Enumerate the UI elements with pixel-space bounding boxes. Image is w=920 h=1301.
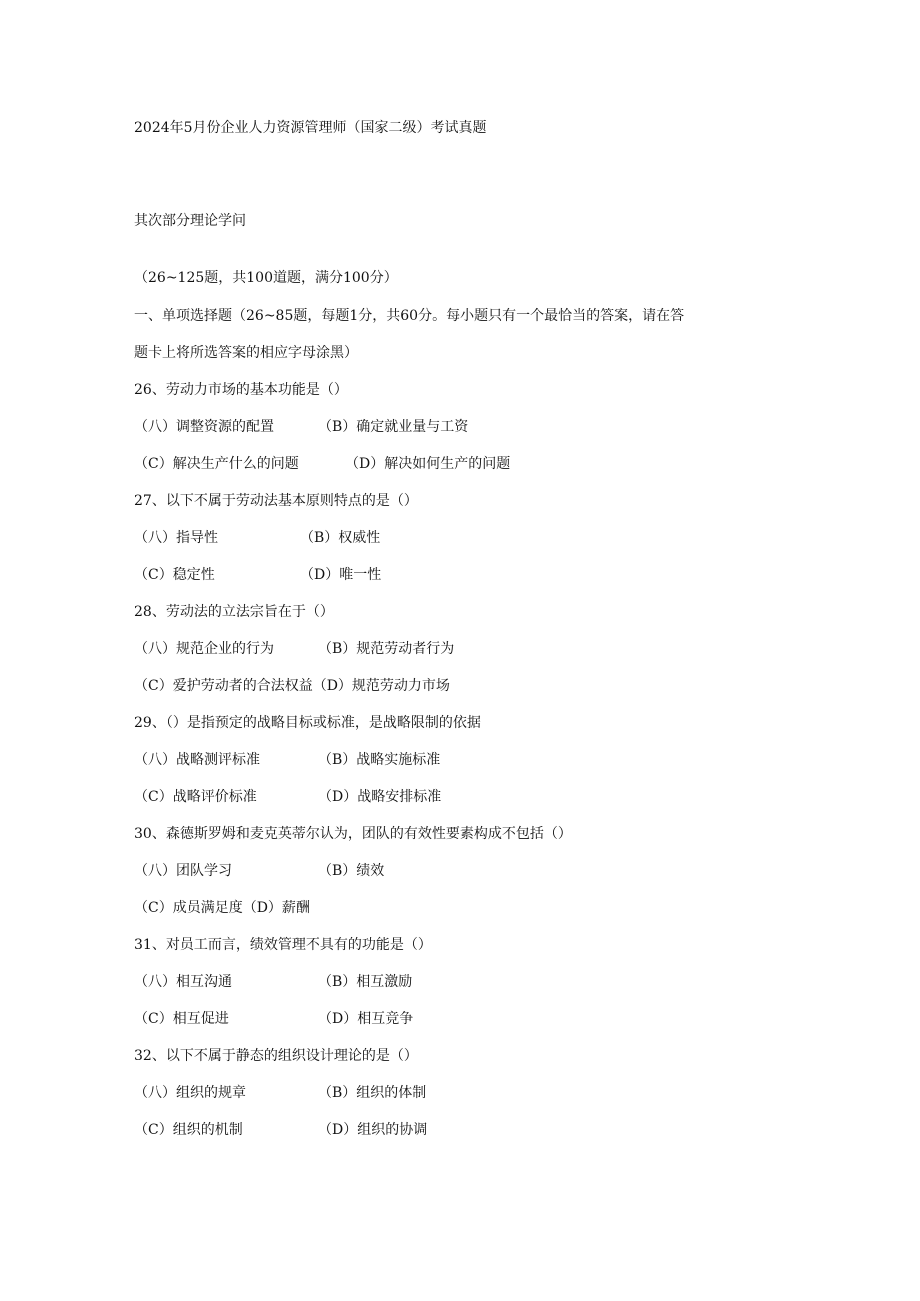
question-stem: 32、以下不属于静态的组织设计理论的是（） <box>134 1048 418 1064</box>
option-c: （C）组织的机制 <box>134 1122 243 1138</box>
question-stem: 27、以下不属于劳动法基本原则特点的是（） <box>134 493 418 509</box>
question-stem: 26、劳动力市场的基本功能是（） <box>134 382 348 398</box>
question-range: （26~125题，共100道题，满分100分） <box>134 270 398 286</box>
option-b: （B）规范劳动者行为 <box>318 641 455 657</box>
option-a: （八）组织的规章 <box>134 1085 246 1101</box>
question-stem: 28、劳动法的立法宗旨在于（） <box>134 604 334 620</box>
option-a: （八）指导性 <box>134 530 218 546</box>
question-stem: 29、（）是指预定的战略目标或标准，是战略限制的依据 <box>134 715 481 731</box>
option-b: （B）权威性 <box>300 530 381 546</box>
option-c: （C）相互促进 <box>134 1011 229 1027</box>
option-d: （D）唯一性 <box>300 567 382 583</box>
section-instruction-line-2: 题卡上将所选答案的相应字母涂黑） <box>134 345 358 361</box>
option-b: （B）战略实施标准 <box>318 752 441 768</box>
option-a: （八）团队学习 <box>134 863 232 879</box>
question-stem: 30、森德斯罗姆和麦克英蒂尔认为，团队的有效性要素构成不包括（） <box>134 826 572 842</box>
option-b: （B）相互激励 <box>318 974 413 990</box>
option-a: （八）调整资源的配置 <box>134 419 274 435</box>
option-a: （八）规范企业的行为 <box>134 641 274 657</box>
option-a: （八）相互沟通 <box>134 974 232 990</box>
option-c-d: （C）成员满足度（D）薪酬 <box>134 900 310 916</box>
section-instruction-line-1: 一、单项选择题（26~85题，每题1分，共60分。每小题只有一个最恰当的答案，请在答 <box>134 308 685 324</box>
part-heading: 其次部分理论学问 <box>134 213 246 229</box>
option-c-d: （C）爱护劳动者的合法权益（D）规范劳动力市场 <box>134 678 450 694</box>
option-d: （D）组织的协调 <box>318 1122 428 1138</box>
option-b: （B）组织的体制 <box>318 1085 427 1101</box>
option-d: （D）解决如何生产的问题 <box>345 456 511 472</box>
option-b: （B）确定就业量与工资 <box>318 419 469 435</box>
option-b: （B）绩效 <box>318 863 385 879</box>
question-stem: 31、对员工而言，绩效管理不具有的功能是（） <box>134 937 432 953</box>
option-c: （C）战略评价标准 <box>134 789 257 805</box>
option-a: （八）战略测评标准 <box>134 752 260 768</box>
option-c: （C）解决生产什么的问题 <box>134 456 299 472</box>
option-d: （D）相互竞争 <box>318 1011 414 1027</box>
option-d: （D）战略安排标准 <box>318 789 442 805</box>
document-title: 2024年5月份企业人力资源管理师（国家二级）考试真题 <box>134 120 487 136</box>
option-c: （C）稳定性 <box>134 567 215 583</box>
